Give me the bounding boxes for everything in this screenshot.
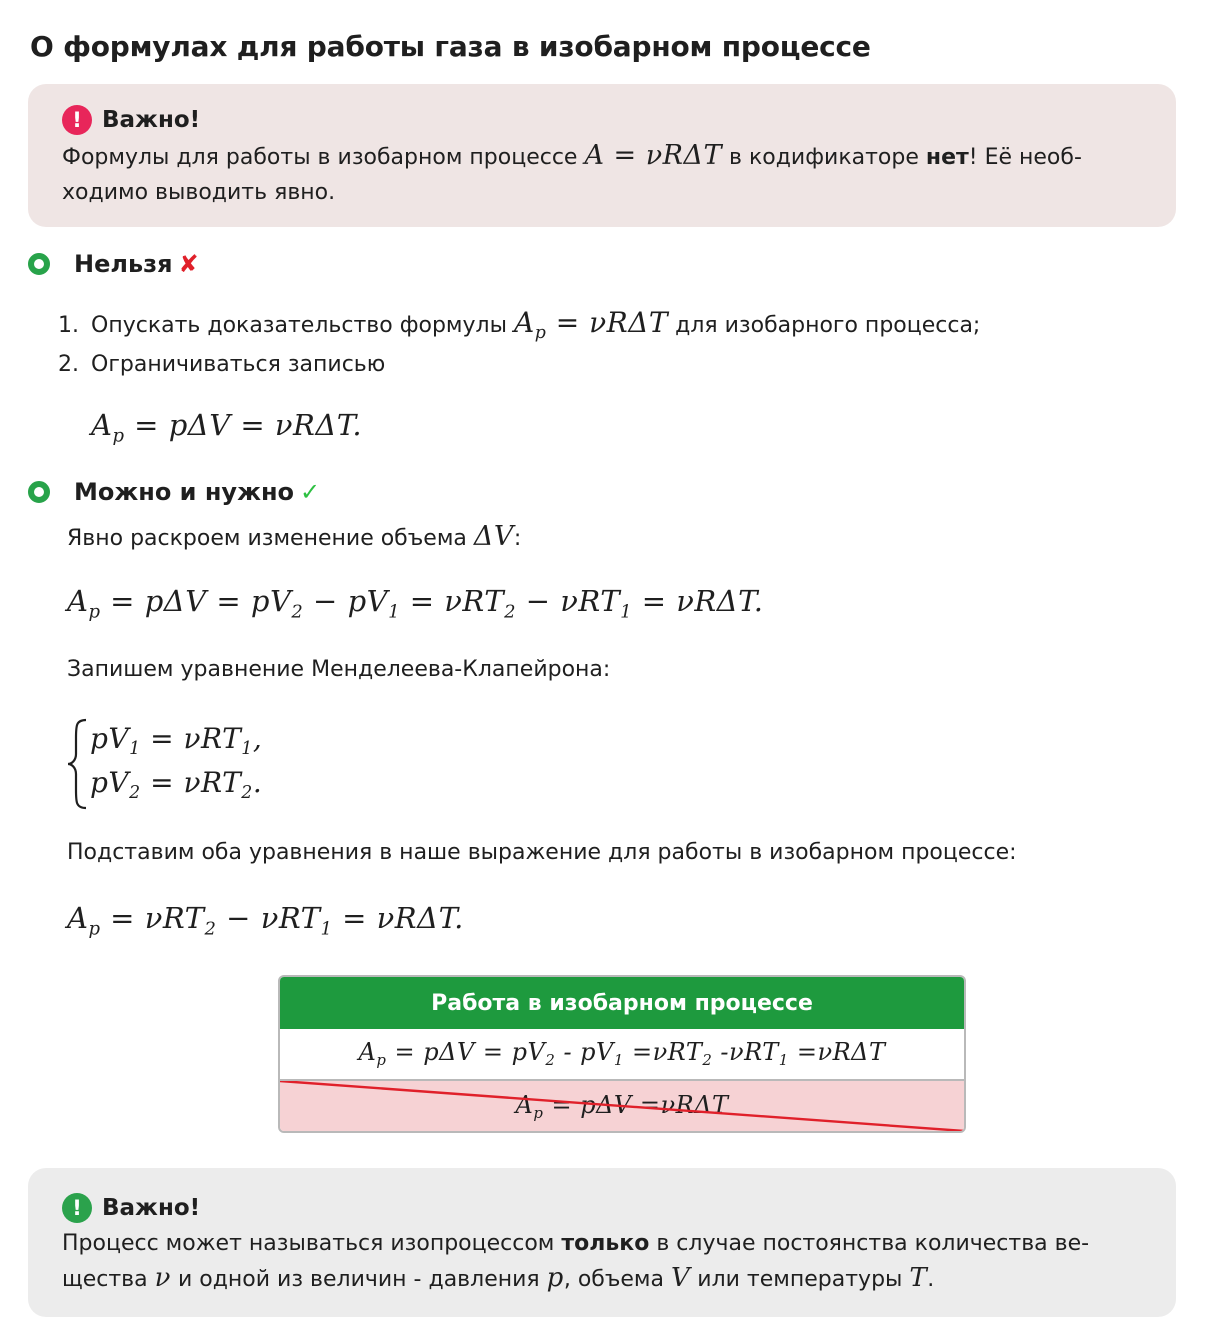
formula-part: = pΔV =νRΔT [543,1091,729,1120]
formula-part: = νRT [400,584,505,618]
note-heading-text: Важно! [102,1195,201,1221]
note-text: или температуры [697,1267,903,1292]
formula-part: - pV [555,1038,614,1067]
formula-sub: 2 [504,601,517,623]
formula-part: − νRT [216,901,321,935]
formula-part: = νRΔT [546,306,669,339]
formula-part: pV [90,722,130,755]
formula-part: A [515,1091,534,1120]
note-text: Процесс может называться изопроцессом [62,1231,555,1256]
important-note-top [28,84,1176,227]
formula: ν [154,1263,171,1293]
note-text: ходимо выводить явно. [62,180,336,205]
list-text: Опускать доказательство формулы [91,313,507,338]
formula-part: pV [90,766,130,799]
formula-part: =νRT [623,1038,703,1067]
paragraph: Подставим оба уравнения в наше выражение для работы в изобарном процессе: [67,840,1017,865]
note-body [62,138,1142,210]
cross-mark-icon: ✘ [178,250,199,278]
formula-sub: 1 [241,739,253,760]
paragraph: Запишем уравнение Менделеева-Клапейрона: [67,657,611,682]
equation-system [66,718,326,810]
formula-sub: 1 [320,918,333,940]
formula: A = νRΔT [584,140,723,171]
list-number: 1. [58,313,79,338]
formula-sub: 2 [291,601,304,623]
formula-part: A [91,408,113,442]
formula-part: A [358,1038,377,1067]
formula: ΔV [473,521,514,552]
note-bold-text: нет [925,145,969,170]
note-text: , объема [563,1267,664,1292]
formula-part: , [252,722,263,755]
paragraph-text: Явно раскроем изменение объема [67,526,467,551]
brace-icon [66,718,88,810]
formula-sub: p [88,601,101,623]
formula-part: = νRT [100,901,205,935]
note-body [62,1226,1142,1297]
formula-sub: 1 [129,739,141,760]
formula-part: = pΔV = νRΔT. [124,408,363,442]
note-bold-text: только [561,1231,650,1256]
exclamation-icon: ! [62,1193,92,1223]
formula-part: = pΔV = pV [386,1038,546,1067]
formula-part: = νRT [140,722,242,755]
note-heading [62,102,1142,138]
section-heading-text: Нельзя [74,250,173,278]
formula-part: = νRΔT. [632,584,764,618]
formula-part: -νRT [712,1038,779,1067]
formula-sub: 2 [545,1051,556,1070]
system-equation-2 [90,766,262,803]
formula-sub: 1 [620,601,632,623]
strike-through-line [280,1081,964,1133]
formula-sub: 2 [702,1051,713,1070]
note-heading-text: Важно! [102,107,201,133]
check-mark-icon: ✓ [300,478,321,506]
table-row-incorrect [280,1081,964,1133]
formula-sub: p [376,1051,387,1070]
page-title: О формулах для работы газа в изобарном процессе [30,30,871,63]
note-text: ! Её необ- [968,145,1082,170]
list-text: для изобарного процесса; [675,313,981,338]
list-item [58,306,980,343]
formula-sub: p [533,1104,544,1123]
formula: p [546,1263,564,1293]
table-row-correct [280,1029,964,1081]
formula: V [671,1263,691,1293]
note-heading [62,1190,1142,1226]
formula-part: A [67,584,89,618]
note-text: и одной из величин - давления [177,1267,540,1292]
formula-sub: 1 [388,601,401,623]
list-item [58,352,385,377]
formula [513,306,669,344]
note-text: в случае постоянства количества ве- [656,1231,1090,1256]
paragraph [67,521,521,552]
note-text: . [927,1267,935,1292]
list-number: 2. [58,352,79,377]
summary-table [278,975,966,1133]
formula-part: =νRΔT [788,1038,886,1067]
circle-bullet-icon [28,481,50,503]
formula-part: = νRΔT. [332,901,464,935]
formula [359,1038,886,1069]
exclamation-icon: ! [62,105,92,135]
formula: T [909,1263,928,1293]
formula-sub: p [534,323,547,344]
formula-sub: p [88,918,101,940]
list-text: Ограничиваться записью [91,352,386,377]
note-text: Формулы для работы в изобарном процессе [62,145,578,170]
formula-sub: 2 [241,783,253,804]
system-equation-1 [90,722,262,759]
formula-part: . [252,766,263,799]
allowed-heading [28,478,320,506]
formula-part: A [67,901,89,935]
formula-part: = pΔV = pV [100,584,292,618]
formula-sub: 1 [613,1051,624,1070]
paragraph-text: : [513,526,522,551]
table-header: Работа в изобарном процессе [280,977,964,1029]
forbidden-heading [28,250,199,278]
work-derivation-formula [67,584,763,622]
forbidden-formula [91,408,362,446]
note-text: в кодификаторе [729,145,919,170]
important-note-bottom [28,1168,1176,1317]
formula-part: = νRT [140,766,242,799]
formula-sub: 2 [204,918,217,940]
formula-part: A [513,306,535,339]
formula-part: − νRT [516,584,621,618]
formula-sub: 1 [778,1051,789,1070]
formula-part: − pV [303,584,389,618]
formula-sub: 2 [129,783,141,804]
section-heading-text: Можно и нужно [74,478,295,506]
note-text: щества [62,1267,148,1292]
formula-sub: p [112,425,125,447]
circle-bullet-icon [28,253,50,275]
work-final-formula [67,901,464,939]
